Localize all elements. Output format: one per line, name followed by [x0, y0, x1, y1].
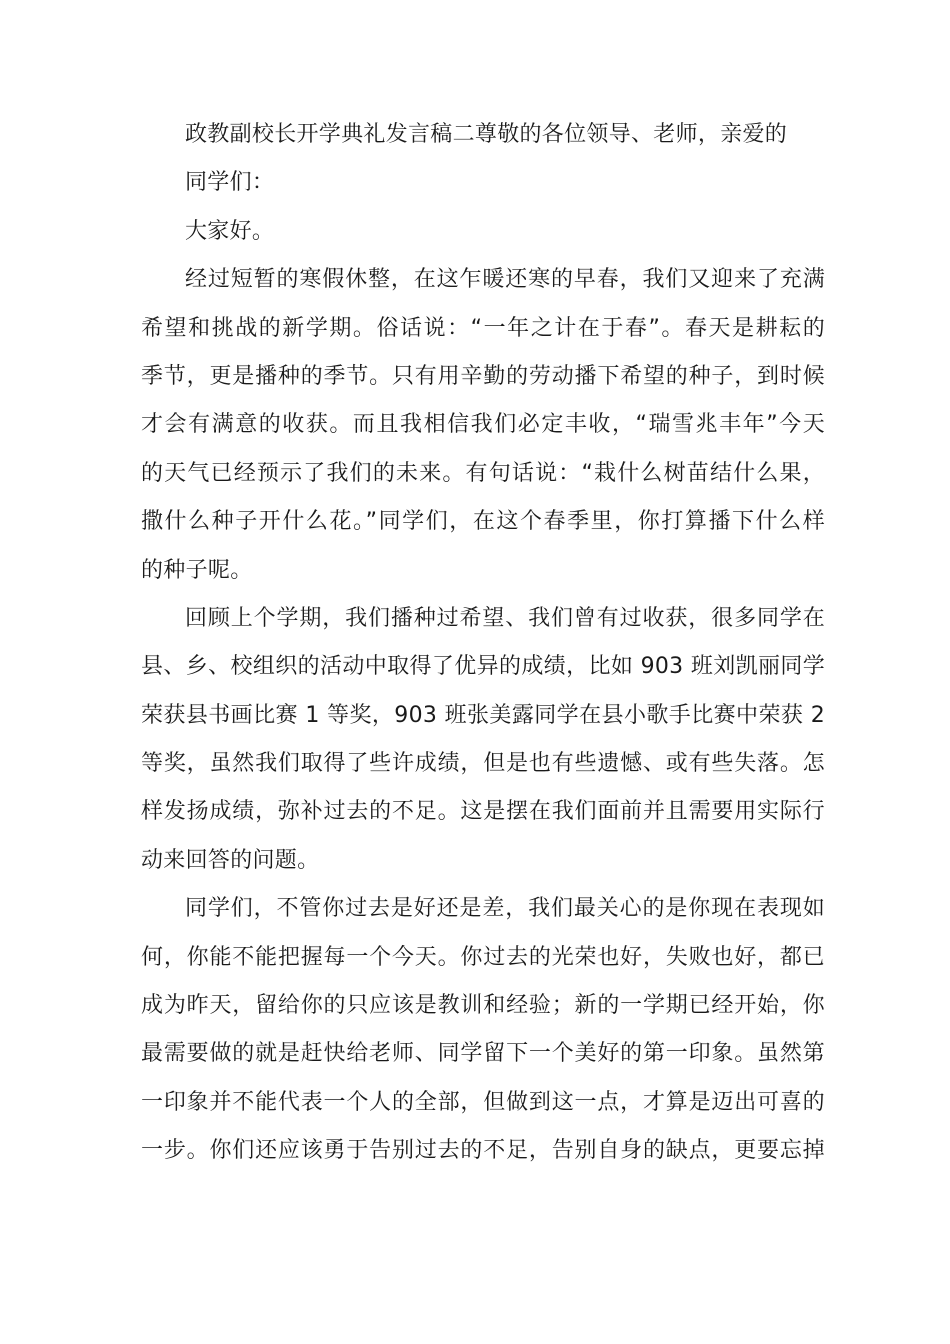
text-line: 希望和挑战的新学期。俗话说：“一年之计在于春”。春天是耕耘的: [141, 315, 825, 341]
text-line: 经过短暂的寒假休整，在这乍暖还寒的早春，我们又迎来了充满: [185, 267, 825, 293]
text-line: 一印象并不能代表一个人的全部，但做到这一点，才算是迈出可喜的: [141, 1089, 825, 1115]
text-line: 等奖，虽然我们取得了些许成绩，但是也有些遗憾、或有些失落。怎: [141, 751, 825, 777]
text-line: 才会有满意的收获。而且我相信我们必定丰收，“瑞雪兆丰年”今天: [141, 412, 825, 438]
text-line: 撒什么种子开什么花。”同学们，在这个春季里，你打算播下什么样: [141, 509, 825, 535]
text-line: 动来回答的问题。: [141, 847, 320, 873]
text-line: 成为昨天，留给你的只应该是教训和经验；新的一学期已经开始，你: [141, 993, 825, 1019]
text-line: 同学们，不管你过去是好还是差，我们最关心的是你现在表现如: [185, 896, 825, 922]
text-line: 荣获县书画比赛 1 等奖，903 班张美露同学在县小歌手比赛中荣获 2: [141, 702, 825, 728]
text-line: 县、乡、校组织的活动中取得了优异的成绩，比如 903 班刘凯丽同学: [141, 654, 825, 680]
text-line: 的天气已经预示了我们的未来。有句话说：“栽什么树苗结什么果，: [141, 460, 825, 486]
text-line: 一步。你们还应该勇于告别过去的不足，告别自身的缺点，更要忘掉: [141, 1138, 825, 1164]
text-line: 样发扬成绩，弥补过去的不足。这是摆在我们面前并且需要用实际行: [141, 799, 825, 825]
text-line: 政教副校长开学典礼发言稿二尊敬的各位领导、老师，亲爱的: [185, 122, 788, 147]
text-line: 同学们：: [185, 170, 275, 196]
text-line: 的种子呢。: [141, 557, 253, 583]
text-line: 大家好。: [185, 218, 275, 244]
text-line: 何，你能不能把握每一个今天。你过去的光荣也好，失败也好，都已: [141, 944, 825, 970]
text-line: 季节，更是播种的季节。只有用辛勤的劳动播下希望的种子，到时候: [141, 363, 825, 389]
document-body: [141, 111, 825, 1176]
text-line: 回顾上个学期，我们播种过希望、我们曾有过收获，很多同学在: [185, 605, 825, 631]
text-line: 最需要做的就是赶快给老师、同学留下一个美好的第一印象。虽然第: [141, 1041, 825, 1067]
